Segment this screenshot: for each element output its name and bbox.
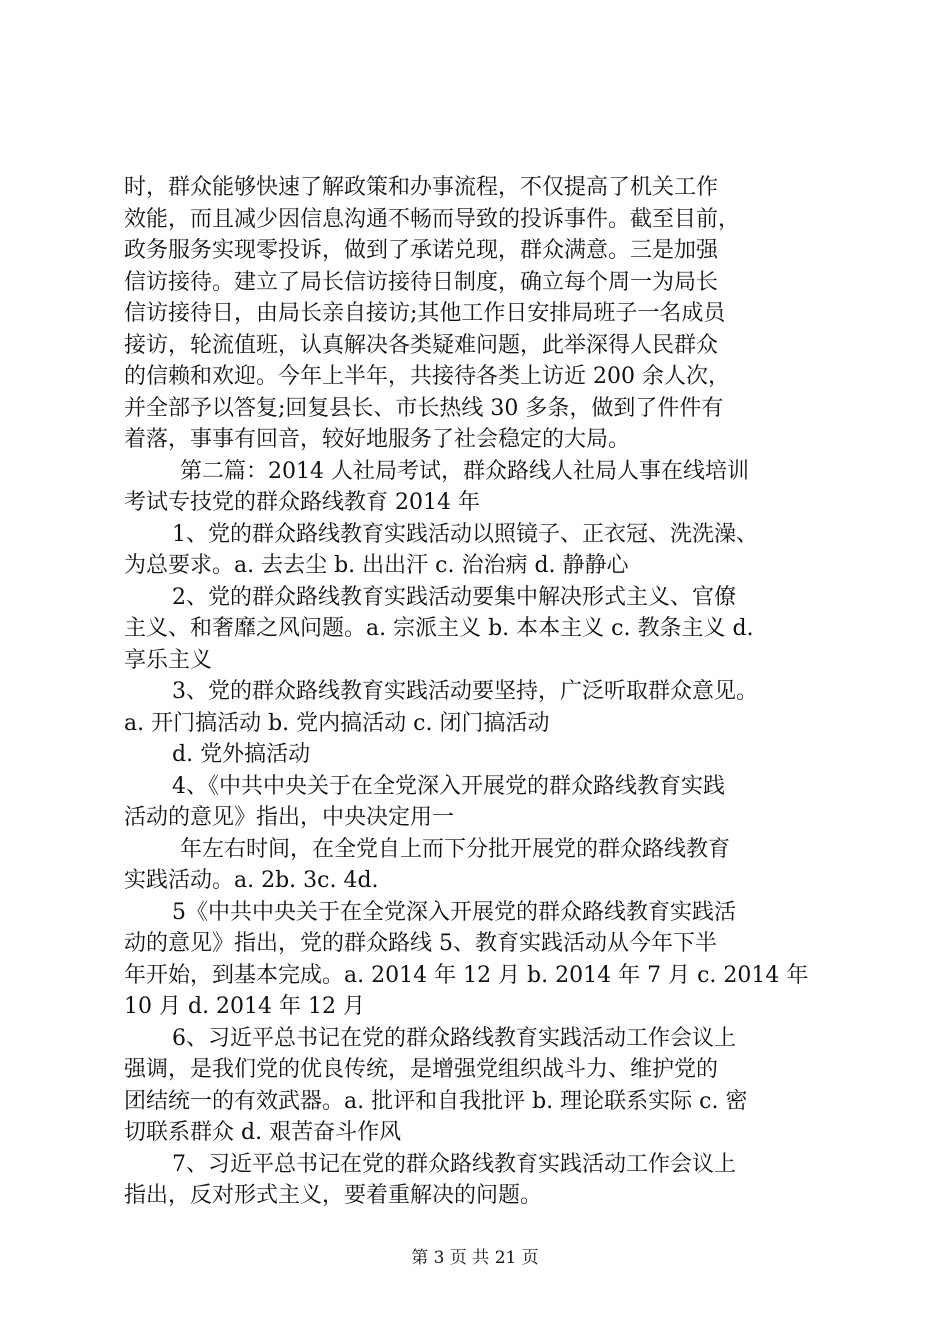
question-line: 2、党的群众路线教育实践活动要集中解决形式主义、官僚 <box>172 584 736 610</box>
text-line: a. 开门搞活动 b. 党内搞活动 c. 闭门搞活动 <box>124 710 550 736</box>
text-line: 政务服务实现零投诉，做到了承诺兑现，群众满意。三是加强 <box>124 238 719 263</box>
section-heading-line: 考试专技党的群众路线教育 2014 年 <box>124 490 480 515</box>
text-line: 信访接待日，由局长亲自接访;其他工作日安排局班子一名成员 <box>124 301 726 326</box>
text-line: 动的意见》指出，党的群众路线 5、教育实践活动从今年下半 <box>124 931 717 956</box>
text-line: 切联系群众 d. 艰苦奋斗作风 <box>124 1120 402 1145</box>
text-line: 效能，而且减少因信息沟通不畅而导致的投诉事件。截至目前， <box>124 206 741 232</box>
text-line: 享乐主义 <box>124 647 213 673</box>
section-heading-line: 第二篇：2014 人社局考试，群众路线人社局人事在线培训 <box>180 458 749 484</box>
text-line: 实践活动。a. 2b. 3c. 4d. <box>124 868 379 893</box>
text-line: 年开始，到基本完成。a. 2014 年 12 月 b. 2014 年 7 月 c. 2014 年 <box>124 962 809 988</box>
question-line: 7、习近平总书记在党的群众路线教育实践活动工作会议上 <box>172 1151 736 1177</box>
text-line: 指出，反对形式主义，要着重解决的问题。 <box>124 1183 543 1208</box>
document-body <box>124 172 846 1212</box>
text-line: 强调，是我们党的优良传统，是增强党组织战斗力、维护党的 <box>124 1057 719 1082</box>
text-line: 时，群众能够快速了解政策和办事流程，不仅提高了机关工作 <box>124 175 719 200</box>
text-line: 10 月 d. 2014 年 12 月 <box>124 994 366 1019</box>
text-line: 团结统一的有效武器。a. 批评和自我批评 b. 理论联系实际 c. 密 <box>124 1088 748 1114</box>
text-line: 着落，事事有回音，较好地服务了社会稳定的大局。 <box>124 427 631 452</box>
question-line: 6、习近平总书记在党的群众路线教育实践活动工作会议上 <box>172 1025 736 1051</box>
text-line: 接访，轮流值班，认真解决各类疑难问题，此举深得人民群众 <box>124 332 719 358</box>
question-line: 4、《中共中央关于在全党深入开展党的群众路线教育实践 <box>172 773 725 799</box>
text-line: d. 党外搞活动 <box>172 742 311 767</box>
page-number-footer: 第 3 页 共 21 页 <box>411 1248 539 1268</box>
text-line: 年左右时间，在全党自上而下分批开展党的群众路线教育 <box>180 836 731 862</box>
text-line: 信访接待。建立了局长信访接待日制度，确立每个周一为局长 <box>124 269 719 295</box>
text-line: 并全部予以答复;回复县长、市长热线 30 多条，做到了件件有 <box>124 395 724 421</box>
question-line: 3、党的群众路线教育实践活动要坚持，广泛听取群众意见。 <box>172 679 758 704</box>
question-line: 5《中共中央关于在全党深入开展党的群众路线教育实践活 <box>172 899 736 925</box>
text-line: 活动的意见》指出，中央决定用一 <box>124 805 455 830</box>
question-line: 1、党的群众路线教育实践活动以照镜子、正衣冠、洗洗澡、 <box>172 521 758 547</box>
text-line: 主义、和奢靡之风问题。a. 宗派主义 b. 本本主义 c. 教条主义 d. <box>124 616 754 641</box>
text-line: 为总要求。a. 去去尘 b. 出出汗 c. 治治病 d. 静静心 <box>124 553 629 578</box>
text-line: 的信赖和欢迎。今年上半年，共接待各类上访近 200 余人次， <box>124 364 730 389</box>
